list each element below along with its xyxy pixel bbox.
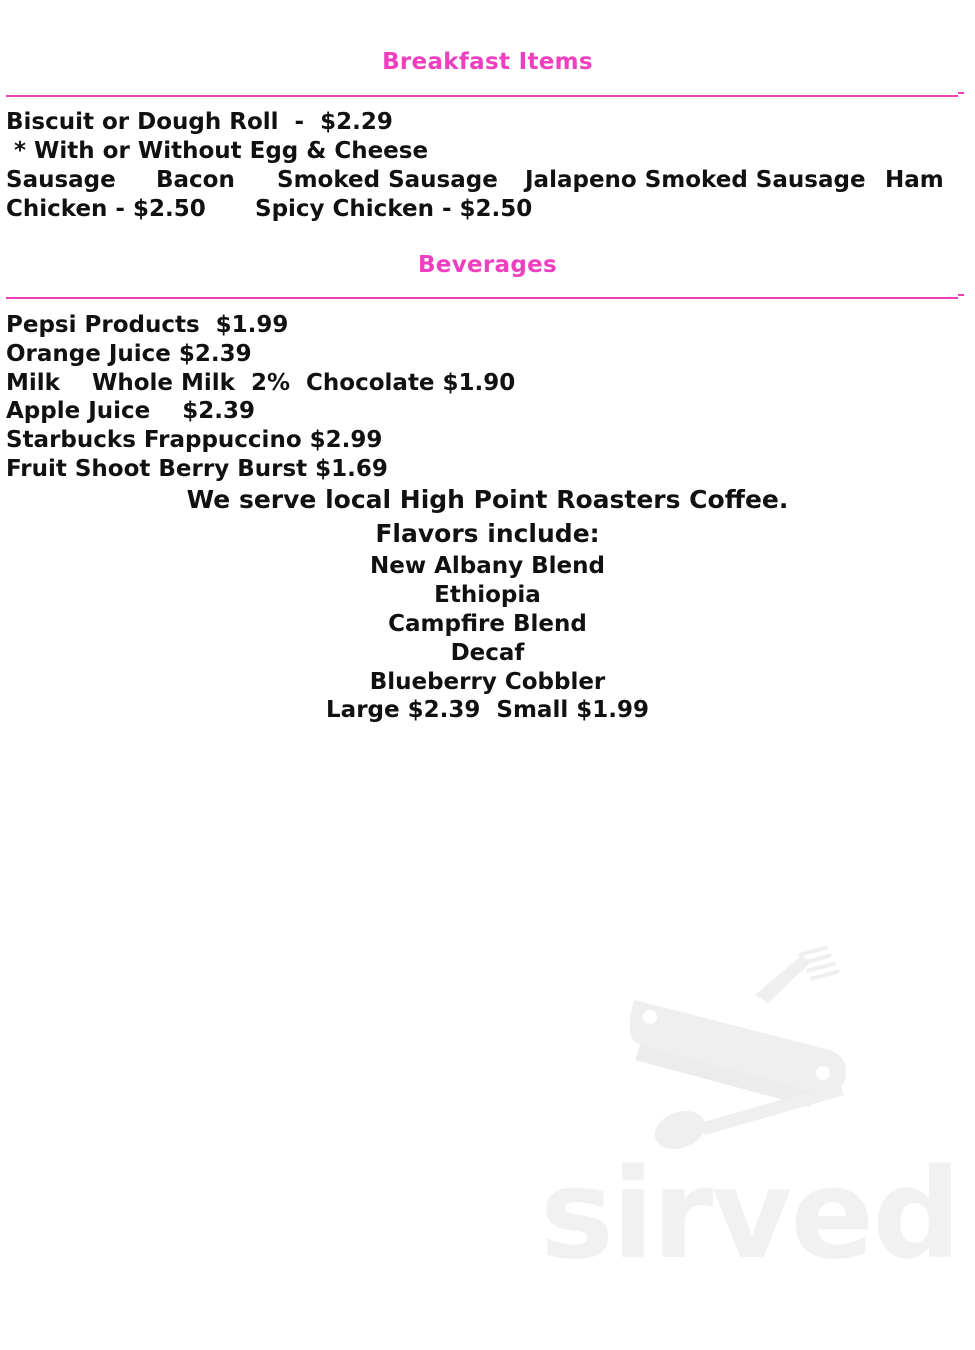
- beverage-item: Starbucks Frappuccino $2.99: [6, 427, 383, 453]
- option-smoked-sausage: Smoked Sausage: [277, 167, 498, 193]
- biscuit-item: Biscuit or Dough Roll - $2.29: [6, 109, 393, 135]
- flavor-item: New Albany Blend: [370, 553, 605, 579]
- beverage-item: Pepsi Products $1.99: [6, 312, 289, 338]
- breakfast-divider: [6, 95, 958, 97]
- option-sausage: Sausage: [6, 167, 116, 193]
- flavors-heading: Flavors include:: [375, 519, 600, 548]
- coffee-headline: We serve local High Point Roasters Coffee.: [186, 485, 789, 514]
- beverage-item: Apple Juice $2.39: [6, 398, 256, 424]
- beverages-divider-tick: [958, 294, 964, 296]
- breakfast-section-title: Breakfast Items: [382, 49, 593, 75]
- option-jalapeno-smoked-sausage: Jalapeno Smoked Sausage: [525, 167, 866, 193]
- flavor-item: Blueberry Cobbler: [369, 669, 606, 695]
- egg-cheese-note: * With or Without Egg & Cheese: [6, 138, 429, 164]
- breakfast-divider-tick: [958, 92, 964, 94]
- option-bacon: Bacon: [156, 167, 235, 193]
- coffee-sizes-prices: Large $2.39 Small $1.99: [326, 697, 649, 723]
- sirved-watermark-text: sirved: [540, 1143, 960, 1287]
- flavor-item: Ethiopia: [434, 582, 541, 608]
- option-spicy-chicken: Spicy Chicken - $2.50: [255, 196, 533, 222]
- beverages-section-title: Beverages: [417, 252, 558, 278]
- flavor-item: Decaf: [450, 640, 525, 666]
- beverages-divider: [6, 297, 958, 299]
- beverage-item: Orange Juice $2.39: [6, 341, 252, 367]
- option-chicken: Chicken - $2.50: [6, 196, 206, 222]
- beverage-item: Fruit Shoot Berry Burst $1.69: [6, 456, 388, 482]
- beverage-item: Milk Whole Milk 2% Chocolate $1.90: [6, 370, 516, 396]
- flavor-item: Campfire Blend: [388, 611, 587, 637]
- option-ham: Ham: [885, 167, 944, 193]
